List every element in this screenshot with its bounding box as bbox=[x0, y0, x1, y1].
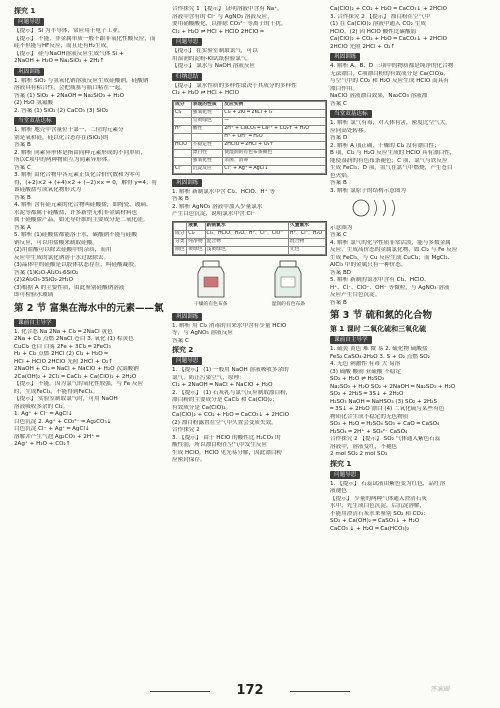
table-cell: 黄绿色 bbox=[187, 246, 205, 254]
answer-line: 应向高处转移。 bbox=[330, 127, 370, 134]
answer-line: 酸性弱，所以漂白粉在空气中发生反应 bbox=[172, 442, 268, 448]
table-cell: 分类 bbox=[174, 238, 187, 246]
answer-line: 无法漂白，C项漂白粉的有效成分是 Ca(ClO)₂， bbox=[330, 70, 449, 77]
chapter-title: 第 2 节 富集在海水中的元素——氯 bbox=[14, 302, 164, 314]
answer-line: 反应，生成高价态的金属氯化物，如 Cl₂ 与 Fe 反应 bbox=[330, 247, 458, 253]
answer-line: 2Na + Cl₂ 点燃 2NaCl 苍白 3. 氧化 (1) 棕黄色 bbox=[14, 336, 134, 342]
table-cell: HClO bbox=[174, 141, 192, 149]
answer-line: 2. 【提示】 (1) 石灰乳与氯气反应制取漂白粉， bbox=[172, 389, 292, 396]
answer-line: 生成 HClO，HClO 见光易分解，因此漂白粉 bbox=[172, 449, 283, 456]
section-tag: 归纳总结 bbox=[172, 73, 202, 81]
answer-line: 2NaOH + Cl₂ ═ NaCl + NaClO + H₂O 次氯酸钠 bbox=[14, 366, 139, 372]
table-cell: 成分 bbox=[174, 230, 187, 238]
table-cell: 混合物 bbox=[288, 238, 325, 246]
answer-line: 答案 B bbox=[172, 196, 189, 202]
answer-line: 【提示】 硅与NaOH溶液反应生成气体 Si + bbox=[14, 50, 124, 57]
table-cell: 使湿润的有色布条褪色 bbox=[223, 149, 326, 157]
section-tag: 巩固训练 bbox=[172, 179, 202, 187]
table-cell: 无色 bbox=[288, 246, 325, 254]
answer-line: 答案 B bbox=[14, 142, 31, 148]
table-row bbox=[174, 165, 326, 173]
section-tag: 当堂双基达标 bbox=[330, 110, 372, 118]
answer-line: 3. 合作探究 2 【提示】 漂白粉在空气中 bbox=[330, 13, 430, 20]
answer-line: 属于硅酸盐产品，如光导纤维的主要成分是二氧化硅。 bbox=[14, 217, 149, 223]
table-header-cell: 反应实例 bbox=[223, 101, 326, 109]
answer-line: 3. 解析 氯原子的结构示意图为 bbox=[330, 187, 407, 194]
section-heading: 探究 1 bbox=[330, 459, 352, 468]
table-cell: H⁺、Cl⁻、H₂O bbox=[288, 230, 325, 238]
answer-line: 1. 硫黄 黄色 难 微 易 2. 硫化物 硫酸盐 bbox=[330, 346, 428, 352]
section-tag-row bbox=[14, 115, 169, 127]
answer-line: 1. 解析 SiO₂ 与氢氧化钠溶液反应生成硅酸钠，硅酸钠 bbox=[14, 77, 149, 84]
answer-line: (3) 硫酸 酸雨 亚硫酸 不稳定 bbox=[330, 368, 401, 375]
table-cell: 酸性 bbox=[191, 125, 223, 133]
table-cell bbox=[174, 133, 192, 141]
answer-line: SO₃ + H₂O ═ H₂SO₄ SO₃ + CaO ═ CaSO₄ bbox=[330, 421, 440, 427]
answer-line: (3)晶体中的硅酸是以胶体状态存在，叫硅酸凝胶。 bbox=[14, 262, 140, 268]
answer-line: 色火焰。 bbox=[330, 172, 353, 179]
section-tag: 问题导思 bbox=[172, 357, 202, 365]
answer-line: 应密封保存。 bbox=[172, 457, 206, 463]
section-tag-row bbox=[172, 311, 327, 323]
section-tag: 课前自主导学 bbox=[14, 319, 56, 327]
section-tag-row bbox=[330, 334, 485, 346]
answer-line: 与空气中的 CO₂ 和 H₂O 反应生成 HClO 而具有 bbox=[330, 78, 449, 84]
table-grid bbox=[173, 222, 326, 255]
table-header-cell bbox=[174, 222, 187, 230]
answer-line: 液褪色 bbox=[330, 488, 347, 494]
answer-line: (2)2Al₂O₃·3SiO₂·2H₂O bbox=[14, 277, 74, 283]
answer-line: 3. 【提示】 由于 HClO 的酸性比 H₂CO₃ 的 bbox=[172, 434, 281, 441]
section-tag: 巩固训练 bbox=[330, 53, 360, 61]
answer-line: 1. 解析 氯气有毒，对人体有害，密度比空气大， bbox=[330, 120, 451, 126]
section-tag-row bbox=[14, 317, 169, 329]
answer-line: 2. 解析 同素异形体是指由同种元素形成的不同单质， bbox=[14, 149, 146, 156]
table-header-cell: 表现的性质 bbox=[191, 101, 223, 109]
answer-line: 答案 D bbox=[330, 135, 348, 141]
gas-bottle-icon bbox=[194, 259, 228, 299]
answer-line: FeS₂ CaSO₄·2H₂O 3. S + O₂ 点燃 SO₂ bbox=[330, 353, 430, 360]
answer-line: 答案 C bbox=[330, 100, 347, 107]
section-tag-row bbox=[172, 36, 327, 48]
table-cell bbox=[174, 149, 192, 157]
table-cell: H⁺ + OH⁻ ═ H₂O bbox=[223, 133, 326, 141]
answer-line: 2. 解析 A 项正确，干燥的 Cl₂ 没有漂白性； bbox=[330, 142, 440, 149]
answer-line: 溶液吸收多余的 Cl₂。 bbox=[14, 403, 69, 410]
section-tag: 巩固训练 bbox=[172, 313, 202, 321]
answer-line: CuCl₂ 苍白 白雾 2Fe + 3Cl₂ ═ 2FeCl₃ bbox=[14, 343, 111, 350]
answer-line: 产生白色沉淀，说明氯水中含 Cl⁻ bbox=[172, 211, 255, 217]
answer-line: 4. 解析 含有硅元素的化合物叫硅酸盐，如陶瓷、玻璃、 bbox=[14, 202, 152, 208]
answer-line: 2Ca(OH)₂ + 2Cl₂ ═ CaCl₂ + Ca(ClO)₂ + 2H₂O bbox=[14, 373, 137, 380]
chlorine-water-table bbox=[172, 100, 327, 175]
answer-line: 1. Ag⁺ + Cl⁻ ═ AgCl↓ bbox=[14, 411, 73, 417]
answer-line: 2HClO 光照 2HCl + O₂↑ bbox=[330, 43, 396, 50]
answer-line: 硅不但能与HF反应，而且还有H₂生成。 bbox=[14, 43, 112, 49]
answer-line: 时，生成FeCl₃，不能得到FeCl₂。 bbox=[14, 388, 99, 395]
table-row bbox=[174, 246, 326, 254]
figure-caption: 湿润的有色布条 bbox=[271, 301, 306, 307]
table-cell: 2HClO ═ 2HCl + O₂↑ bbox=[223, 141, 326, 149]
answer-line: 别是氧和硅，硅以化合态存在(SiO₂)的 bbox=[14, 134, 109, 141]
answer-line: 反应产生白色沉淀。 bbox=[330, 292, 381, 298]
answer-line: Ca(ClO)₂ + CO₂ + H₂O ═ CaCO₃↓ + 2HClO bbox=[330, 6, 448, 12]
answer-line: 答案 B bbox=[330, 180, 347, 186]
answer-line: CaCO₃ ↓ + H₂O ═ Ca(HCO₃)₂ bbox=[330, 525, 410, 532]
answer-line: 1. 解析 地壳中含量位于第一、二位的元素分 bbox=[14, 127, 124, 133]
answer-line: Cl₂ + 2NaOH ═ NaCl + NaClO + H₂O bbox=[172, 382, 273, 388]
answer-line: H₂ + Cl₂ 点燃 2HCl (2) Cl₂ + H₂O ═ bbox=[14, 351, 108, 357]
table-row bbox=[174, 149, 326, 157]
section-heading: 探究 2 bbox=[172, 346, 194, 354]
page-number: 172 bbox=[236, 683, 264, 698]
answer-line: 白色沉淀 Cl⁻ + Ag⁺ ═ AgCl↓ bbox=[14, 426, 90, 432]
answer-line: 答案 C bbox=[172, 337, 189, 344]
answer-line: 5. 解析 新制的氯水中含有 Cl₂、HClO、 bbox=[330, 277, 430, 283]
chlorine-compare-table bbox=[172, 221, 327, 256]
answer-line: 水泥等都属于硅酸盐，许多新型无机非金属材料也 bbox=[14, 209, 138, 216]
answer-line: 【提示】 Si 为半导体，常应用于电子工业。 bbox=[14, 28, 124, 34]
answer-line: 漂白粉的主要成分是 CaCl₂ 和 Ca(ClO)₂； bbox=[172, 397, 278, 403]
table-cell: 强氧化性 bbox=[191, 109, 223, 117]
table-cell: 2H⁺ + CaCO₃ ═ Ca²⁺ + CO₂↑ + H₂O bbox=[223, 125, 326, 133]
answer-line: 漂白作用。 bbox=[330, 85, 358, 92]
answer-line: (2) H₂O 氢氟酸 bbox=[14, 100, 54, 106]
gas-bottle-icon bbox=[271, 259, 305, 299]
answer-line: 【提示】 不能，非金属单质一般不跟非氧化性酸反应，而 bbox=[14, 35, 156, 42]
answer-line: 2NaOH + H₂O ═ Na₂SiO₃ + 2H₂↑ bbox=[14, 58, 105, 64]
answer-line: 氯气，防止污染空气，原理： bbox=[172, 374, 245, 381]
answer-line: 答案 BD bbox=[330, 269, 352, 276]
answer-line: AlCl₃ 中的金属只有一种价态。 bbox=[330, 262, 407, 268]
answer-line: 【提示】 氯水性质的多样性取决于其成分的多样性 bbox=[172, 82, 297, 89]
answer-line: 【提示】 不能。因为氯气的氧化性较强，与 Fe 反应 bbox=[14, 381, 144, 387]
table-row bbox=[174, 125, 326, 133]
column-right bbox=[330, 6, 485, 678]
answer-line: SO₂ + H₂O ⇌ H₂SO₃ bbox=[330, 376, 385, 382]
answer-line: 【提示】 在实验室制取氯气，可以 bbox=[172, 48, 258, 54]
table-cell: 颜色 bbox=[174, 246, 187, 254]
table-cell: Cl₂、HClO、H₂O、H⁺、Cl⁻、ClO⁻ bbox=[205, 230, 288, 238]
answer-line: 答案 A bbox=[14, 224, 31, 231]
table-cell: Cl₂ + 2KI ═ 2KCl + I₂ bbox=[223, 109, 326, 117]
table-cell: 纯净物 bbox=[187, 238, 205, 246]
answer-line: 用湿润的淀粉-KI试纸检验氯气。 bbox=[172, 55, 253, 62]
figure-caption: 干燥的有色布条 bbox=[193, 301, 228, 307]
answer-line: 2 mol SO₂ 2 mol SO₃ bbox=[330, 451, 388, 457]
answer-line: 反应中生成的氯化钠溶于水过滤除去。 bbox=[14, 254, 110, 261]
table-cell: H⁺ bbox=[174, 125, 192, 133]
answer-line: (2) 漂白粉露置在空气中久置会变质失效。 bbox=[172, 419, 277, 426]
table-row bbox=[174, 109, 326, 117]
answer-line: 合作探究 1 【提示】 证明溶液中含有 Na⁺， bbox=[172, 6, 283, 12]
atom-structure-icon bbox=[350, 197, 410, 219]
section-tag-row bbox=[172, 71, 327, 83]
answer-line: 所以C项中的两种物质互为同素异形体。 bbox=[14, 157, 114, 163]
section-heading: 探究 1 bbox=[14, 7, 36, 15]
section-tag-row bbox=[172, 177, 327, 189]
table-cell: 混合物 bbox=[205, 238, 288, 246]
answer-line: 溶解并产生气泡 Ag₂CO₃ + 2H⁺ ═ bbox=[14, 433, 100, 440]
answer-line: H⁺、Cl⁻、ClO⁻、OH⁻ 等微粒，与 AgNO₃ 溶液 bbox=[330, 284, 450, 291]
answer-line: 答案 (1)K₂O·Al₂O₃·6SiO₂ bbox=[14, 269, 79, 276]
section-tag: 课前自主导学 bbox=[330, 336, 372, 344]
answer-line: Cl₂ + H₂O ⇌ HCl + HClO 2HClO ═ bbox=[172, 28, 264, 35]
answer-line: 示意图为 bbox=[330, 224, 353, 231]
answer-line: 合作探究 2 bbox=[172, 427, 200, 433]
table-row bbox=[174, 157, 326, 165]
table-header-cell: 久置氯水 bbox=[288, 222, 325, 230]
table-header-cell: 液氯 bbox=[187, 222, 205, 230]
answer-line: 4. 解析 氯气的化学性质非常活泼，能与多数金属 bbox=[330, 239, 451, 246]
answer-line: (2)用盐酸可以除去硅酸中的杂质，而用 bbox=[14, 247, 112, 253]
answer-line: 2. 解析 AgNO₃ 溶液中加入少量氯水 bbox=[172, 203, 263, 210]
answer-line: 4. 解析 A、B、D 三项中的物质都是纯净的化合物 bbox=[330, 63, 454, 69]
footer-rule-right bbox=[290, 691, 350, 692]
answer-line: 答案 C bbox=[14, 164, 31, 171]
table-cell: Cl⁻ + Ag⁺ ═ AgCl↓ bbox=[223, 165, 326, 173]
table-cell bbox=[191, 133, 223, 141]
answer-line: 物质化合生成不稳定的无色物质 bbox=[330, 413, 409, 420]
answer-line: HClO，(2) 因 HClO 酸性比碳酸弱 bbox=[330, 28, 417, 35]
answer-line: 答案 (1) SiO₂ + 2NaOH ═ Na₂SiO₃ + H₂O bbox=[14, 92, 125, 99]
table-cell: Cl₂ bbox=[174, 109, 192, 117]
section-tag-row bbox=[330, 108, 485, 120]
answer-line: 不能用澄清石灰水来鉴别 SO₂ 和 CO₂： bbox=[330, 510, 429, 517]
bottle-figure bbox=[194, 259, 228, 308]
answer-line: 1. 化合态 Na 2Na + Cl₂ ═ 2NaCl 黄色 bbox=[14, 328, 113, 335]
table-grid bbox=[173, 101, 326, 174]
answer-line: (1) 在 Ca(ClO)₂ 溶液中通入 CO₂ 生成 bbox=[330, 21, 426, 27]
answer-line: SO₂ + 2H₂S ═ 3S↓ + 2H₂O bbox=[330, 391, 404, 397]
column-middle bbox=[172, 6, 327, 678]
answer-line: 溶液中含有的 Cl⁻ 与 AgNO₃ 溶液反应， bbox=[172, 13, 273, 20]
bottle-figure bbox=[271, 259, 305, 308]
answer-line: 2Ag⁺ + H₂O + CO₂↑ bbox=[14, 441, 71, 447]
answer-line: 能使湿润的有色布条褪色；C 项，氯气与铁反应 bbox=[330, 157, 448, 164]
table-cell: Cl⁻ bbox=[174, 165, 192, 173]
answer-line: 即可检验水玻璃 bbox=[14, 292, 54, 298]
answer-line: 合作探究 2 【提示】 SO₂ 气体通入紫色石蕊 bbox=[330, 436, 441, 442]
answer-line: 5. 解析 (1)硅酸盐都能溶于水，碳酸钠不能与硅酸 bbox=[14, 232, 138, 238]
table-row bbox=[174, 141, 326, 149]
table-header-cell: 新制氯水 bbox=[205, 222, 288, 230]
section-tag: 当堂双基达标 bbox=[14, 117, 56, 125]
answer-line: 【提示】 实验室制取氯气时，可用 NaOH bbox=[14, 396, 118, 402]
table-row bbox=[174, 133, 326, 141]
answer-line: 生成 FeCl₃；D 项，氢气在氯气中燃烧，产生苍白 bbox=[330, 165, 453, 171]
table-cell: 呈黄绿色 bbox=[191, 117, 223, 125]
table-row bbox=[174, 117, 326, 125]
table-cell: 不稳定性 bbox=[191, 141, 223, 149]
answer-line: 等，与 AgNO₃ 溶液反应 bbox=[172, 330, 233, 336]
answer-line: 得，(+2)×2 + (+4)×2 + (−2)×x = 0，解得 y=4；将 bbox=[14, 179, 158, 186]
section-tag: 问题导思 bbox=[14, 18, 44, 26]
answer-line: 【提示】 少量的两种气体通入澄清石灰 bbox=[330, 495, 427, 502]
answer-line: B 项，Cl₂ 与 H₂O 反应生成的 HClO 具有漂白性， bbox=[330, 150, 456, 156]
answer-line: (3)根据 A 的主要性质，由此鉴别硅酸钠溶液 bbox=[14, 284, 125, 291]
table-row bbox=[174, 230, 326, 238]
section-tag-row bbox=[14, 16, 169, 28]
answer-line: 4. 无色 刺激性 有毒 大 易溶 bbox=[330, 361, 401, 367]
table-cell bbox=[174, 117, 192, 125]
section-tag: 问题导思 bbox=[330, 471, 360, 479]
table-cell: 杀菌、消毒 bbox=[223, 157, 326, 165]
table-cell bbox=[174, 157, 192, 165]
answer-line: 2. 答案 (1) SiO₂ (2) CaCO₃ (3) SiO₂ bbox=[14, 107, 109, 114]
answer-line: 白色沉淀 2. Ag⁺ + CO₃²⁻ ═ Ag₂CO₃↓ bbox=[14, 418, 112, 425]
answer-line: HCl + HClO 2HClO 光照 2HCl + O₂↑ bbox=[14, 358, 113, 365]
table-header-cell: 成分 bbox=[174, 101, 192, 109]
answer-line: 1. 【提示】 (1) 一般用 NaOH 溶液吸收多余的 bbox=[172, 367, 289, 373]
answer-line: NaClO 溶液漂白效果，Na₂CO₃ 溶液漂 bbox=[330, 93, 428, 99]
answer-line: Cl₂ + H₂O ⇌ HCl + HClO bbox=[172, 90, 240, 96]
table-cell: 沉淀反应 bbox=[191, 165, 223, 173]
answer-line: 要用硝酸酸化，以排除 CO₃²⁻ 等离子的干扰。 bbox=[172, 21, 287, 27]
section-tag-row bbox=[14, 66, 169, 78]
answer-line: 【提示】 氯水与 NaOH 溶液反应 bbox=[172, 63, 256, 69]
answer-line: Ca(ClO)₂ + CO₂ + H₂O ═ CaCO₃↓ + 2HClO bbox=[330, 36, 448, 42]
answer-line: 溶液具有粘合性，会把瓶塞与瓶口粘在一起。 bbox=[14, 85, 126, 91]
watermark: 答案圈 bbox=[430, 685, 450, 693]
answer-line: 有效成分是 Ca(ClO)₂。 bbox=[172, 404, 232, 411]
answer-line: 水中，先生成白色沉淀，后沉淀溶解， bbox=[330, 503, 426, 509]
table-cell: 强氧化性 bbox=[191, 157, 223, 165]
section-tag-row bbox=[330, 51, 485, 63]
section-tag-row bbox=[172, 355, 327, 367]
table-cell: Cl₂ bbox=[187, 230, 205, 238]
table-cell: 漂白性 bbox=[191, 149, 223, 157]
answer-line: Na₂SO₃ + H₂O SO₂ + 2NaOH ═ Na₂SO₃ + H₂O bbox=[330, 383, 456, 390]
answer-line: 答案 B bbox=[330, 299, 347, 306]
answer-line: H₂SO₃ NaOH ═ NaHSO₃ (3) SO₂ + 2H₂S bbox=[330, 398, 438, 405]
table-cell: — bbox=[223, 117, 326, 125]
answer-line: 1. 解析 用 Cl₂ 消毒的自来水中含有少量 HClO bbox=[172, 322, 287, 329]
answer-line: 3. 解析 由化合物中各元素正负化合价代数和为零可 bbox=[14, 172, 141, 178]
answer-line: 钠反应，可以用盐酸来制取硅酸。 bbox=[14, 239, 98, 246]
answer-line: 生成 FeCl₃，与 Cu 反应生成 CuCl₂；而 MgCl₂、 bbox=[330, 254, 454, 261]
answer-line: 1. 【提示】 石蕊试液由紫色变为红色，品红溶 bbox=[330, 480, 446, 487]
answer-line: H₂SO₄ ═ 2H⁺ + SO₄²⁻ CaSO₄ bbox=[330, 428, 408, 435]
answer-line: ═ 3S↓ + 2H₂O 漂白 (4) 二氧化硫与某些有色 bbox=[330, 406, 445, 412]
table-row bbox=[174, 238, 326, 246]
answer-line: 溶液中，溶液变红，不褪色 bbox=[330, 443, 398, 450]
bottle-figures bbox=[172, 259, 327, 308]
section-tag: 问题导思 bbox=[172, 38, 202, 46]
section-tag-row bbox=[330, 469, 485, 481]
answer-line: 该硅酸盐写成氧化物形式为 bbox=[14, 187, 82, 193]
section-tag: 巩固训练 bbox=[14, 68, 44, 76]
chlorine-atom-diagram bbox=[350, 197, 485, 223]
chapter-title: 第 3 节 硫和氮的化合物 bbox=[330, 310, 433, 321]
answer-line: 1. 解析 新制氯水中含 Cl₂、HClO、H⁺ 等 bbox=[172, 188, 275, 195]
answer-line: Ca(ClO)₂ + CO₂ + H₂O ═ CaCO₃↓ + 2HClO bbox=[172, 412, 290, 418]
answer-line: SO₂ + Ca(OH)₂ ═ CaSO₃↓ + H₂O bbox=[330, 518, 420, 524]
column-left bbox=[14, 6, 169, 678]
answer-line: 答案 B bbox=[14, 194, 31, 201]
page-footer bbox=[0, 682, 500, 702]
lesson-subtitle: 第 1 课时 二氧化硫和三氧化硫 bbox=[330, 325, 427, 333]
answer-line: 答案 C bbox=[330, 232, 347, 238]
table-cell: 浅黄绿色 bbox=[205, 246, 288, 254]
